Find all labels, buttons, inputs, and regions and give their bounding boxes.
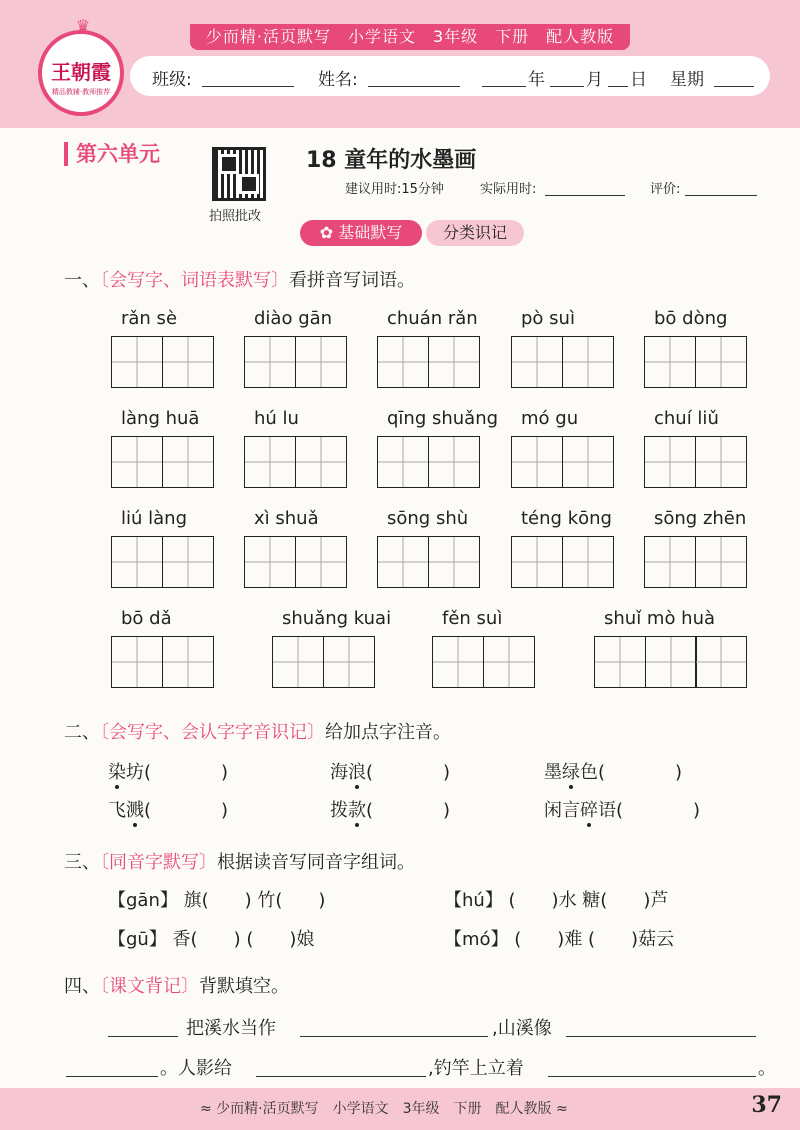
footer xyxy=(0,1088,800,1130)
pinyin-label: bō dòng xyxy=(654,308,728,329)
evaluation-field[interactable] xyxy=(685,195,757,196)
week-field[interactable] xyxy=(714,86,754,87)
recite-blank-5[interactable] xyxy=(256,1076,426,1077)
pinyin-label: chuí liǔ xyxy=(654,408,719,429)
writing-boxes xyxy=(111,336,212,388)
pinyin-label: shuǎng kuai xyxy=(282,608,392,629)
footer-series: ≈ 少而精·活页默写 小学语文 3年级 下册 配人教版 ≈ xyxy=(200,1101,568,1117)
recite-blank-3[interactable] xyxy=(566,1036,756,1037)
writing-boxes xyxy=(244,536,345,588)
phonetic-item[interactable]: 拨款( ) xyxy=(330,800,451,821)
unit-title: 第六单元 xyxy=(64,142,160,166)
writing-boxes xyxy=(272,636,373,688)
tianzige-cell[interactable] xyxy=(111,436,163,488)
tianzige-cell[interactable] xyxy=(162,336,214,388)
writing-boxes xyxy=(377,536,478,588)
tianzige-cell[interactable] xyxy=(272,636,324,688)
actual-time-label: 实际用时: xyxy=(480,182,537,197)
tianzige-cell[interactable] xyxy=(428,336,480,388)
tianzige-cell[interactable] xyxy=(162,436,214,488)
tianzige-cell[interactable] xyxy=(594,636,646,688)
phonetic-item[interactable]: 海浪( ) xyxy=(330,762,451,783)
writing-boxes xyxy=(644,336,745,388)
phonetic-item[interactable]: 染坊( ) xyxy=(108,762,229,783)
pinyin-label: fěn suì xyxy=(442,608,503,629)
phonetic-item[interactable]: 闲言碎语( ) xyxy=(544,800,701,821)
crown-icon: ♛ xyxy=(75,16,91,35)
writing-boxes xyxy=(111,636,212,688)
pinyin-label: téng kōng xyxy=(521,508,612,529)
tianzige-cell[interactable] xyxy=(244,336,296,388)
writing-boxes xyxy=(511,436,612,488)
recite-blank-2[interactable] xyxy=(300,1036,488,1037)
lesson-title: 18 童年的水墨画 xyxy=(306,148,477,173)
tianzige-cell[interactable] xyxy=(562,336,614,388)
dotted-char: 碎 xyxy=(580,800,598,821)
pinyin-label: sōng zhēn xyxy=(654,508,747,529)
phonetic-item[interactable]: 墨绿色( ) xyxy=(544,762,683,783)
series-banner: 少而精·活页默写 小学语文 3年级 下册 配人教版 xyxy=(190,24,630,50)
tianzige-cell[interactable] xyxy=(295,536,347,588)
recite-text-5: 。 xyxy=(758,1058,776,1079)
writing-boxes xyxy=(432,636,533,688)
month-field[interactable] xyxy=(550,86,584,87)
tianzige-cell[interactable] xyxy=(511,436,563,488)
year-field[interactable] xyxy=(482,86,526,87)
dotted-char: 绿 xyxy=(562,762,580,783)
tianzige-cell[interactable] xyxy=(428,436,480,488)
tianzige-cell[interactable] xyxy=(511,536,563,588)
phonetic-item[interactable]: 飞溅( ) xyxy=(108,800,229,821)
qr-label: 拍照批改 xyxy=(209,209,262,224)
recite-text-4: ,钓竿上立着 xyxy=(428,1058,524,1079)
class-field[interactable] xyxy=(202,86,294,87)
pinyin-label: xì shuǎ xyxy=(254,508,319,529)
week-label: 星期 xyxy=(670,70,704,90)
day-label: 日 xyxy=(630,70,647,90)
publisher-logo: ♛ 王朝霞 精品教辅·教师推荐 xyxy=(38,30,124,116)
writing-boxes xyxy=(377,436,478,488)
actual-time-field[interactable] xyxy=(545,195,625,196)
tianzige-cell[interactable] xyxy=(511,336,563,388)
page-number: 37 xyxy=(751,1092,782,1118)
pinyin-label: rǎn sè xyxy=(121,308,178,329)
tianzige-cell[interactable] xyxy=(695,336,747,388)
homophone-row-1-right[interactable]: 【hú】 ( )水 糖( )芦 xyxy=(444,890,669,911)
name-field[interactable] xyxy=(368,86,460,87)
tianzige-cell[interactable] xyxy=(377,336,429,388)
tianzige-cell[interactable] xyxy=(244,536,296,588)
class-label: 班级: xyxy=(152,70,192,90)
qr-code-icon[interactable] xyxy=(212,147,266,201)
writing-boxes xyxy=(644,536,745,588)
dotted-char: 染 xyxy=(108,762,126,783)
section-4-heading: 四、〔课文背记〕背默填空。 xyxy=(64,976,289,997)
tianzige-cell[interactable] xyxy=(111,636,163,688)
name-label: 姓名: xyxy=(318,70,358,90)
tianzige-cell[interactable] xyxy=(244,436,296,488)
tianzige-cell[interactable] xyxy=(295,436,347,488)
writing-boxes xyxy=(511,336,612,388)
recite-blank-4[interactable] xyxy=(66,1076,158,1077)
day-field[interactable] xyxy=(608,86,628,87)
pinyin-label: liú làng xyxy=(121,508,187,529)
tianzige-cell[interactable] xyxy=(377,536,429,588)
tianzige-cell[interactable] xyxy=(111,336,163,388)
tab-category[interactable]: 分类识记 xyxy=(426,220,524,246)
tianzige-cell[interactable] xyxy=(695,636,747,688)
tianzige-cell[interactable] xyxy=(295,336,347,388)
tianzige-cell[interactable] xyxy=(162,636,214,688)
tianzige-cell[interactable] xyxy=(162,536,214,588)
tianzige-cell[interactable] xyxy=(644,536,696,588)
homophone-row-1-left[interactable]: 【gān】 旗( ) 竹( ) xyxy=(108,890,326,911)
dotted-char: 浪 xyxy=(348,762,366,783)
writing-boxes xyxy=(111,436,212,488)
pinyin-label: mó gu xyxy=(521,408,579,429)
pinyin-label: sōng shù xyxy=(387,508,469,529)
dotted-char: 溅 xyxy=(126,800,144,821)
pinyin-label: qīng shuǎng xyxy=(387,408,499,429)
tianzige-cell[interactable] xyxy=(695,536,747,588)
recite-text-2: ,山溪像 xyxy=(492,1018,552,1039)
writing-boxes xyxy=(111,536,212,588)
writing-boxes xyxy=(244,436,345,488)
dotted-char: 款 xyxy=(348,800,366,821)
writing-boxes xyxy=(594,636,746,688)
pinyin-label: chuán rǎn xyxy=(387,308,478,329)
recite-blank-6[interactable] xyxy=(548,1076,756,1077)
pinyin-label: hú lu xyxy=(254,408,299,429)
recite-text-3: 。人影给 xyxy=(160,1058,232,1079)
tianzige-cell[interactable] xyxy=(483,636,535,688)
writing-boxes xyxy=(377,336,478,388)
tianzige-cell[interactable] xyxy=(695,436,747,488)
section-2-heading: 二、〔会写字、会认字字音识记〕给加点字注音。 xyxy=(64,722,451,743)
section-1-heading: 一、〔会写字、词语表默写〕看拼音写词语。 xyxy=(64,270,415,291)
homophone-row-2-left[interactable]: 【gū】 香( ) ( )娘 xyxy=(108,929,315,950)
homophone-row-2-right[interactable]: 【mó】 ( )难 ( )菇云 xyxy=(444,929,675,950)
student-info-bar xyxy=(130,56,770,96)
tianzige-cell[interactable] xyxy=(323,636,375,688)
writing-boxes xyxy=(244,336,345,388)
evaluation-label: 评价: xyxy=(650,182,681,197)
tianzige-cell[interactable] xyxy=(377,436,429,488)
writing-boxes xyxy=(644,436,745,488)
tianzige-cell[interactable] xyxy=(111,536,163,588)
tianzige-cell[interactable] xyxy=(645,636,697,688)
month-label: 月 xyxy=(586,70,603,90)
pinyin-label: pò suì xyxy=(521,308,575,329)
pinyin-label: làng huā xyxy=(121,408,200,429)
suggested-time: 建议用时:15分钟 xyxy=(345,182,444,197)
tianzige-cell[interactable] xyxy=(562,436,614,488)
tianzige-cell[interactable] xyxy=(562,536,614,588)
pinyin-label: shuǐ mò huà xyxy=(604,608,716,629)
tianzige-cell[interactable] xyxy=(644,336,696,388)
pinyin-label: bō dǎ xyxy=(121,608,172,629)
tab-basic-dictation[interactable]: ✿ 基础默写 xyxy=(300,220,422,246)
section-3-heading: 三、〔同音字默写〕根据读音写同音字组词。 xyxy=(64,852,415,873)
tianzige-cell[interactable] xyxy=(432,636,484,688)
writing-boxes xyxy=(511,536,612,588)
pinyin-label: diào gān xyxy=(254,308,333,329)
tianzige-cell[interactable] xyxy=(644,436,696,488)
recite-blank-1[interactable] xyxy=(108,1036,178,1037)
recite-text-1: 把溪水当作 xyxy=(186,1018,276,1039)
year-label: 年 xyxy=(528,70,545,90)
tianzige-cell[interactable] xyxy=(428,536,480,588)
